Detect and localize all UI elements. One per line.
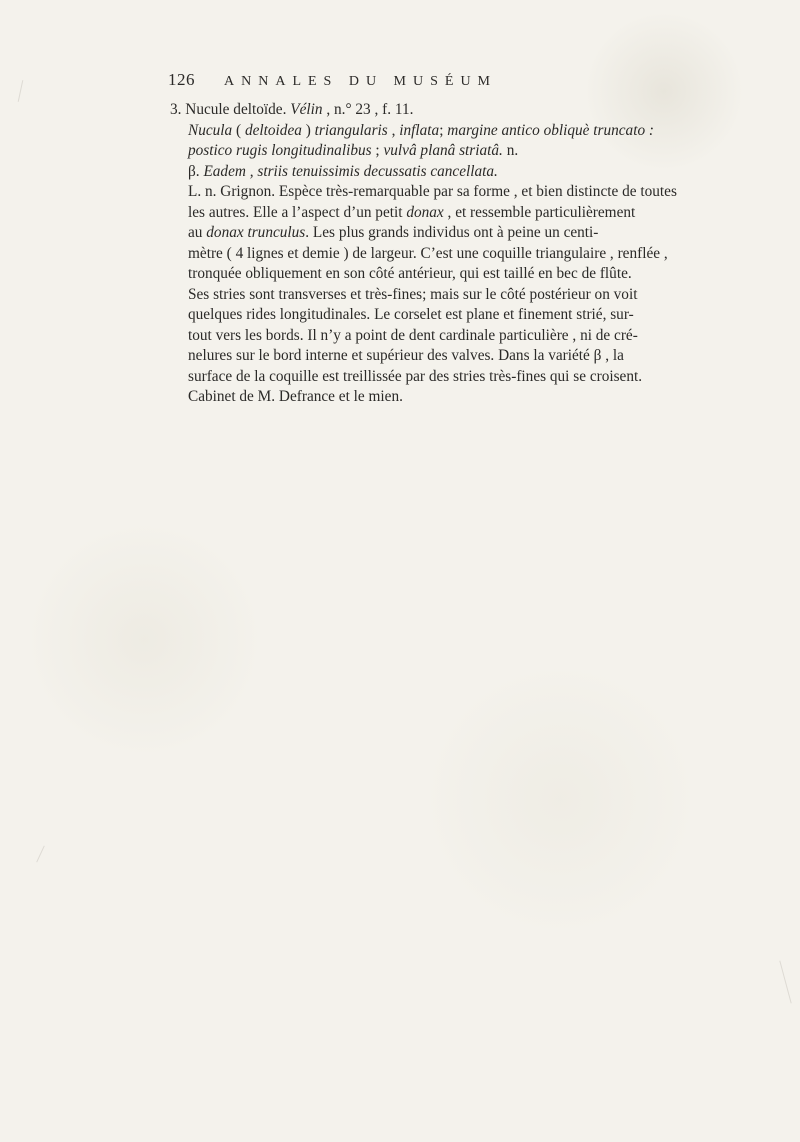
body-line: les autres. Elle a l’aspect d’un petit donax , et ressemble particulièrement [188,203,636,221]
species-entry [170,100,730,408]
body-line: Ses stries sont transverses et très-fines; mais sur le côté postérieur on voit [188,285,638,303]
body-line: nelures sur le bord interne et supérieur des valves. Dans la variété β , la [188,347,624,364]
paper-fold-mark [18,80,24,102]
paper-fold-mark [779,961,791,1004]
page-header [168,70,728,92]
body-line: tout vers les bords. Il n’y a point de dent cardinale particulière , ni de cré- [188,326,638,344]
variety-line: β. Eadem , striis tenuissimis decussatis cancellata. [188,162,498,180]
page-number: 126 [168,70,195,89]
entry-title-line: 3. Nucule deltoïde. Vélin , n.° 23 , f. 11. [170,101,414,118]
body-line: surface de la coquille est treillissée par des stries très-fines qui se croisent. [188,367,643,385]
body-line: quelques rides longitudinales. Le corselet est plane et finement strié, sur- [188,306,634,323]
latin-description-line-2: postico rugis longitudinalibus ; vulvâ planâ striatâ. n. [188,142,519,159]
latin-description-line-1: Nucula ( deltoidea ) triangularis , inflata; margine antico obliquè truncato : [188,121,655,139]
body-line: tronquée obliquement en son côté antérieur, qui est taillé en bec de flûte. [188,265,632,282]
body-line: L. n. Grignon. Espèce très-remarquable par sa forme , et bien distincte de toutes [188,183,677,200]
body-line: au donax trunculus. Les plus grands individus ont à peine un centi- [188,224,599,241]
running-title: ANNALES DU MUSÉUM [224,74,498,89]
paper-fold-mark [36,846,45,863]
body-line: mètre ( 4 lignes et demie ) de largeur. C’est une coquille triangulaire , renflée , [188,244,668,262]
collection-line: Cabinet de M. Defrance et le mien. [188,388,403,405]
